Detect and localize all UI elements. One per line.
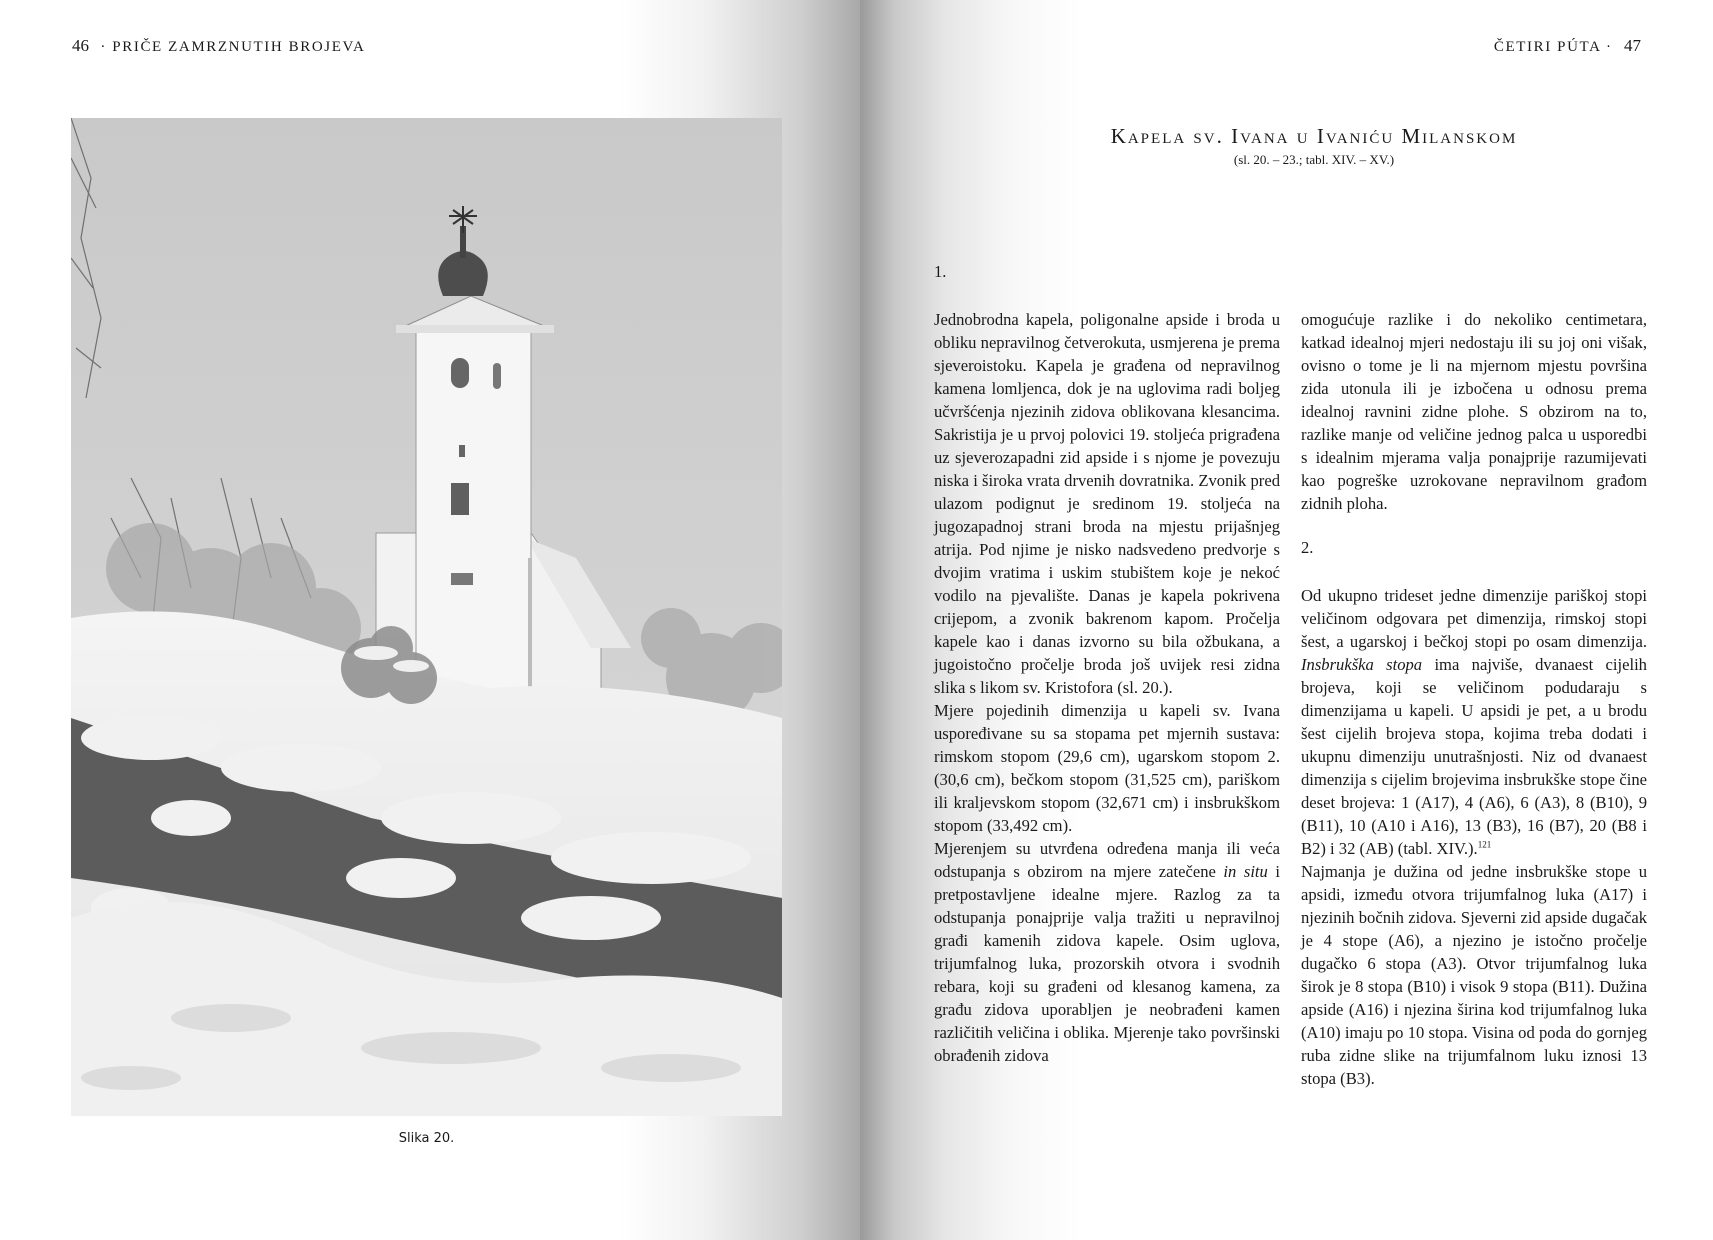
paragraph (1301, 584, 1647, 860)
chapel-photo (71, 118, 782, 1116)
left-running-title: · PRIČE ZAMRZNUTIH BROJEVA (100, 39, 366, 55)
text-column-right (1301, 308, 1647, 515)
section-number-1: 1. (934, 262, 947, 281)
paragraph: Jednobrodna kapela, poligonalne apside i broda u obliku nepravilnog četverokuta, usmjerena je prema sjeveroistoku. Kapela je građena od nepravilnog kamena lomljenca, dok je na uglovima radi boljeg učvršćenja njezinih zidova oblikovana klesancima. Sakristija je u prvoj polovici 19. stoljeća prigrađena uz sjeverozapadni zid apside i s njome je povezuju niska i široka vrata drvenih dovratnika. Zvonik pred ulazom podignut je sredinom 19. stoljeća na jugozapadnoj strani broda na mjestu prijašnjeg atrija. Pod njime je nisko nadsvedeno predvorje s dvojim vratima i uskim stubištem koje je nekoć vodilo na pjevalište. Danas je kapela pokrivena crijepom, a zvonik bakrenom kapom. Pročelja kapele kao i danas izvorno su bila ožbukana, a jugoistočno pročelje broda još uvijek resi zidna slika s likom sv. Kristofora (sl. 20.). (934, 310, 1280, 697)
section-number-2: 2. (1301, 538, 1314, 557)
right-running-head (1494, 36, 1647, 56)
paragraph: omogućuje razlike i do nekoliko centimetara, katkad idealnoj mjeri nedostaju ili su joj oni višak, ovisno o tome je li na mjernom mjestu površina zida utonula ili je izbočena u odnosu prema idealnoj ravnini zidne plohe. S obzirom na to, razlike manje od veličine jednog palca u usporedbi s idealnim mjerama valja ponajprije razumijevati kao pogreške uzrokovane nepravilnom građom zidnih ploha. (1301, 310, 1647, 513)
text-column-right-section2 (1301, 584, 1647, 1090)
italic-term: in situ (1223, 862, 1268, 881)
footnote-reference[interactable]: 121 (1477, 839, 1492, 850)
italic-term: Insbrukška stopa (1301, 655, 1423, 674)
figure-caption: Slika 20. (398, 1131, 455, 1146)
paragraph (934, 837, 1280, 1067)
text-run: Mjerenjem su utvrđena određena manja ili veća odstupanja s obzirom na mjere zatečene (934, 839, 1280, 881)
left-running-head (66, 36, 365, 56)
left-page-number: 46 (72, 36, 89, 55)
text-run: ima najviše, dvanaest cijelih brojeva, koji se veličinom podudaraju s dimenzijama u kapeli. U apsidi je pet, a u brodu šest cijelih brojeva stopa, kojima treba dodati i ukupnu dimenziju unutrašnjosti. Niz od dvanaest dimenzija s cijelim brojevima insbrukške stope čine deset brojeva: 1 (A17), 4 (A6), 6 (A3), 8 (B10), 9 (B11), 10 (A10 i A16), 13 (B3), 16 (B7), 20 (B8 i B2) i 32 (AB) (tabl. XIV.). (1301, 655, 1647, 858)
chapter-title: Kapela sv. Ivana u Ivaniću Milanskom (1110, 124, 1518, 148)
text-run: Od ukupno trideset jedne dimenzije pariškoj stopi veličinom odgovara pet dimenzija, rimskoj stopi šest, a ugarskoj i bečkoj stopi po osam dimenzija. (1301, 586, 1647, 651)
text-column-left (934, 308, 1280, 1067)
paragraph: Najmanja je dužina od jedne insbrukške stope u apsidi, između otvora trijumfalnog luka (A17) i njezinih bočnih zidova. Sjeverni zid apside dugačak je 4 stope (A6), a njezino je istočno pročelje dugačko 6 stopa (A3). Otvor trijumfalnog luka širok je 8 stopa (B10) i visok 9 stopa (B11). Dužina apside (A16) i njezina širina kod trijumfalnog luka (A10) imaju po 10 stopa. Visina od poda do gornjeg ruba zidne slike na trijumfalnom luku iznosi 13 stopa (B3). (1301, 862, 1647, 1088)
right-page-number: 47 (1624, 36, 1641, 55)
text-run: i pretpostavljene idealne mjere. Razlog za ta odstupanja ponajprije valja tražiti u nepravilnoj građi kamenih zidova kapele. Osim uglova, trijumfalnog luka, prozorskih otvora i svodnih rebara, koji su građeni od klesanog kamena, za građu zidova uporabljen je neobrađeni kamen različitih veličina i oblika. Mjerenje tako površinski obrađenih zidova (934, 862, 1280, 1065)
paragraph: Mjere pojedinih dimenzija u kapeli sv. Ivana uspoređivane su sa stopama pet mjernih sustava: rimskom stopom (29,6 cm), ugarskom stopom 2. (30,6 cm), bečkom stopom (31,525 cm), pariškom ili kraljevskom stopom (32,671 cm) i insbrukškom stopom (33,492 cm). (934, 701, 1280, 835)
right-running-title: ČETIRI PÚTA · (1493, 39, 1613, 55)
chapter-subtitle: (sl. 20. – 23.; tabl. XIV. – XV.) (1233, 152, 1395, 167)
